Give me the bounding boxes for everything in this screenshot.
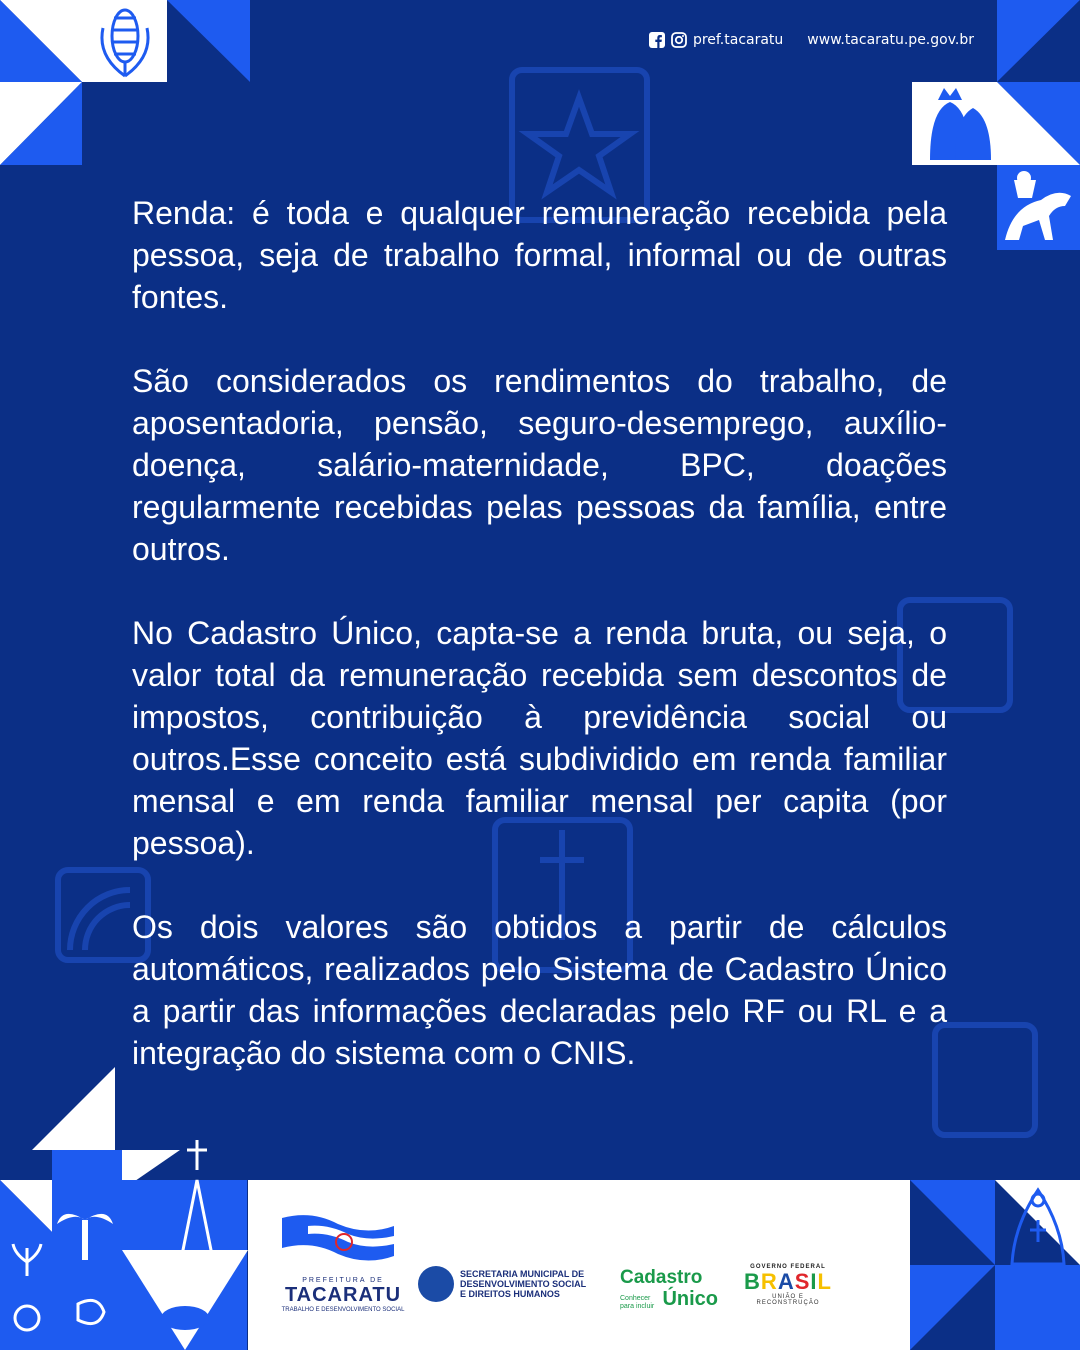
paragraph-renda-definicao: Renda: é toda e qualquer remuneração recebida pela pessoa, seja de trabalho formal, informal ou de outras fontes. <box>132 195 947 315</box>
prefeitura-tacaratu-logo <box>278 1212 408 1322</box>
cadastro-tagline: Conhecer para incluir <box>620 1295 655 1310</box>
main-text <box>132 192 947 1116</box>
cadastro-unico-logo <box>620 1268 730 1316</box>
paragraph-renda-bruta: No Cadastro Único, capta-se a renda bruta, ou seja, o valor total da remuneração recebida sem descontos de impostos, contribuição à previdência social ou outros.Esse conceito está subdividido em renda familiar mensal e em renda familiar mensal per capita (por pessoa). <box>132 615 947 861</box>
flag-icon <box>278 1212 398 1272</box>
secretaria-logo <box>418 1264 608 1304</box>
contact-bar <box>649 32 974 48</box>
bg-star-icon <box>528 98 630 192</box>
secretaria-emblem-icon <box>418 1266 454 1302</box>
website-link[interactable]: www.tacaratu.pe.gov.br <box>807 32 974 48</box>
eye-icon <box>161 1306 209 1330</box>
governo-federal-label: GOVERNO FEDERAL <box>750 1264 826 1270</box>
bg-map-card-icon <box>935 1025 1035 1135</box>
prefeitura-label: PREFEITURA DE <box>302 1277 384 1284</box>
bottom-right-corner-ornament <box>910 1180 1080 1350</box>
tacaratu-label: TACARATU <box>284 1284 402 1306</box>
cadastro-unico-label: Único <box>662 1288 719 1310</box>
cadastro-title: Cadastro <box>620 1267 703 1288</box>
governo-slogan: UNIÃO E RECONSTRUÇÃO <box>756 1294 820 1306</box>
facebook-icon[interactable] <box>649 32 665 48</box>
paragraph-calculos: Os dois valores são obtidos a partir de cálculos automáticos, realizados pelo Sistema de Cadastro Único a partir das informações declaradas pelo RF ou RL e a integração do sistema com o CNIS. <box>132 909 947 1071</box>
secretaria-line-1: SECRETARIA MUNICIPAL DE <box>460 1269 585 1279</box>
tacaratu-subtitle: TRABALHO E DESENVOLVIMENTO SOCIAL <box>281 1307 405 1313</box>
secretaria-line-3: E DIREITOS HUMANOS <box>460 1289 560 1299</box>
governo-federal-logo <box>740 1264 836 1312</box>
top-left-corner-ornament <box>0 0 250 165</box>
bg-wave-icon <box>70 890 130 950</box>
social-handle[interactable]: pref.tacaratu <box>692 32 784 48</box>
secretaria-line-2: DESENVOLVIMENTO SOCIAL <box>460 1279 587 1289</box>
footer-logos <box>248 1180 910 1350</box>
brasil-wordmark: BRASIL <box>744 1269 832 1294</box>
instagram-icon[interactable] <box>671 32 687 48</box>
paragraph-rendimentos: São considerados os rendimentos do trabalho, de aposentadoria, pensão, seguro-desemprego, auxílio-doença, salário-maternidade, BPC, doações regularmente recebidas pelas pessoas da família, entre outros. <box>132 363 947 567</box>
